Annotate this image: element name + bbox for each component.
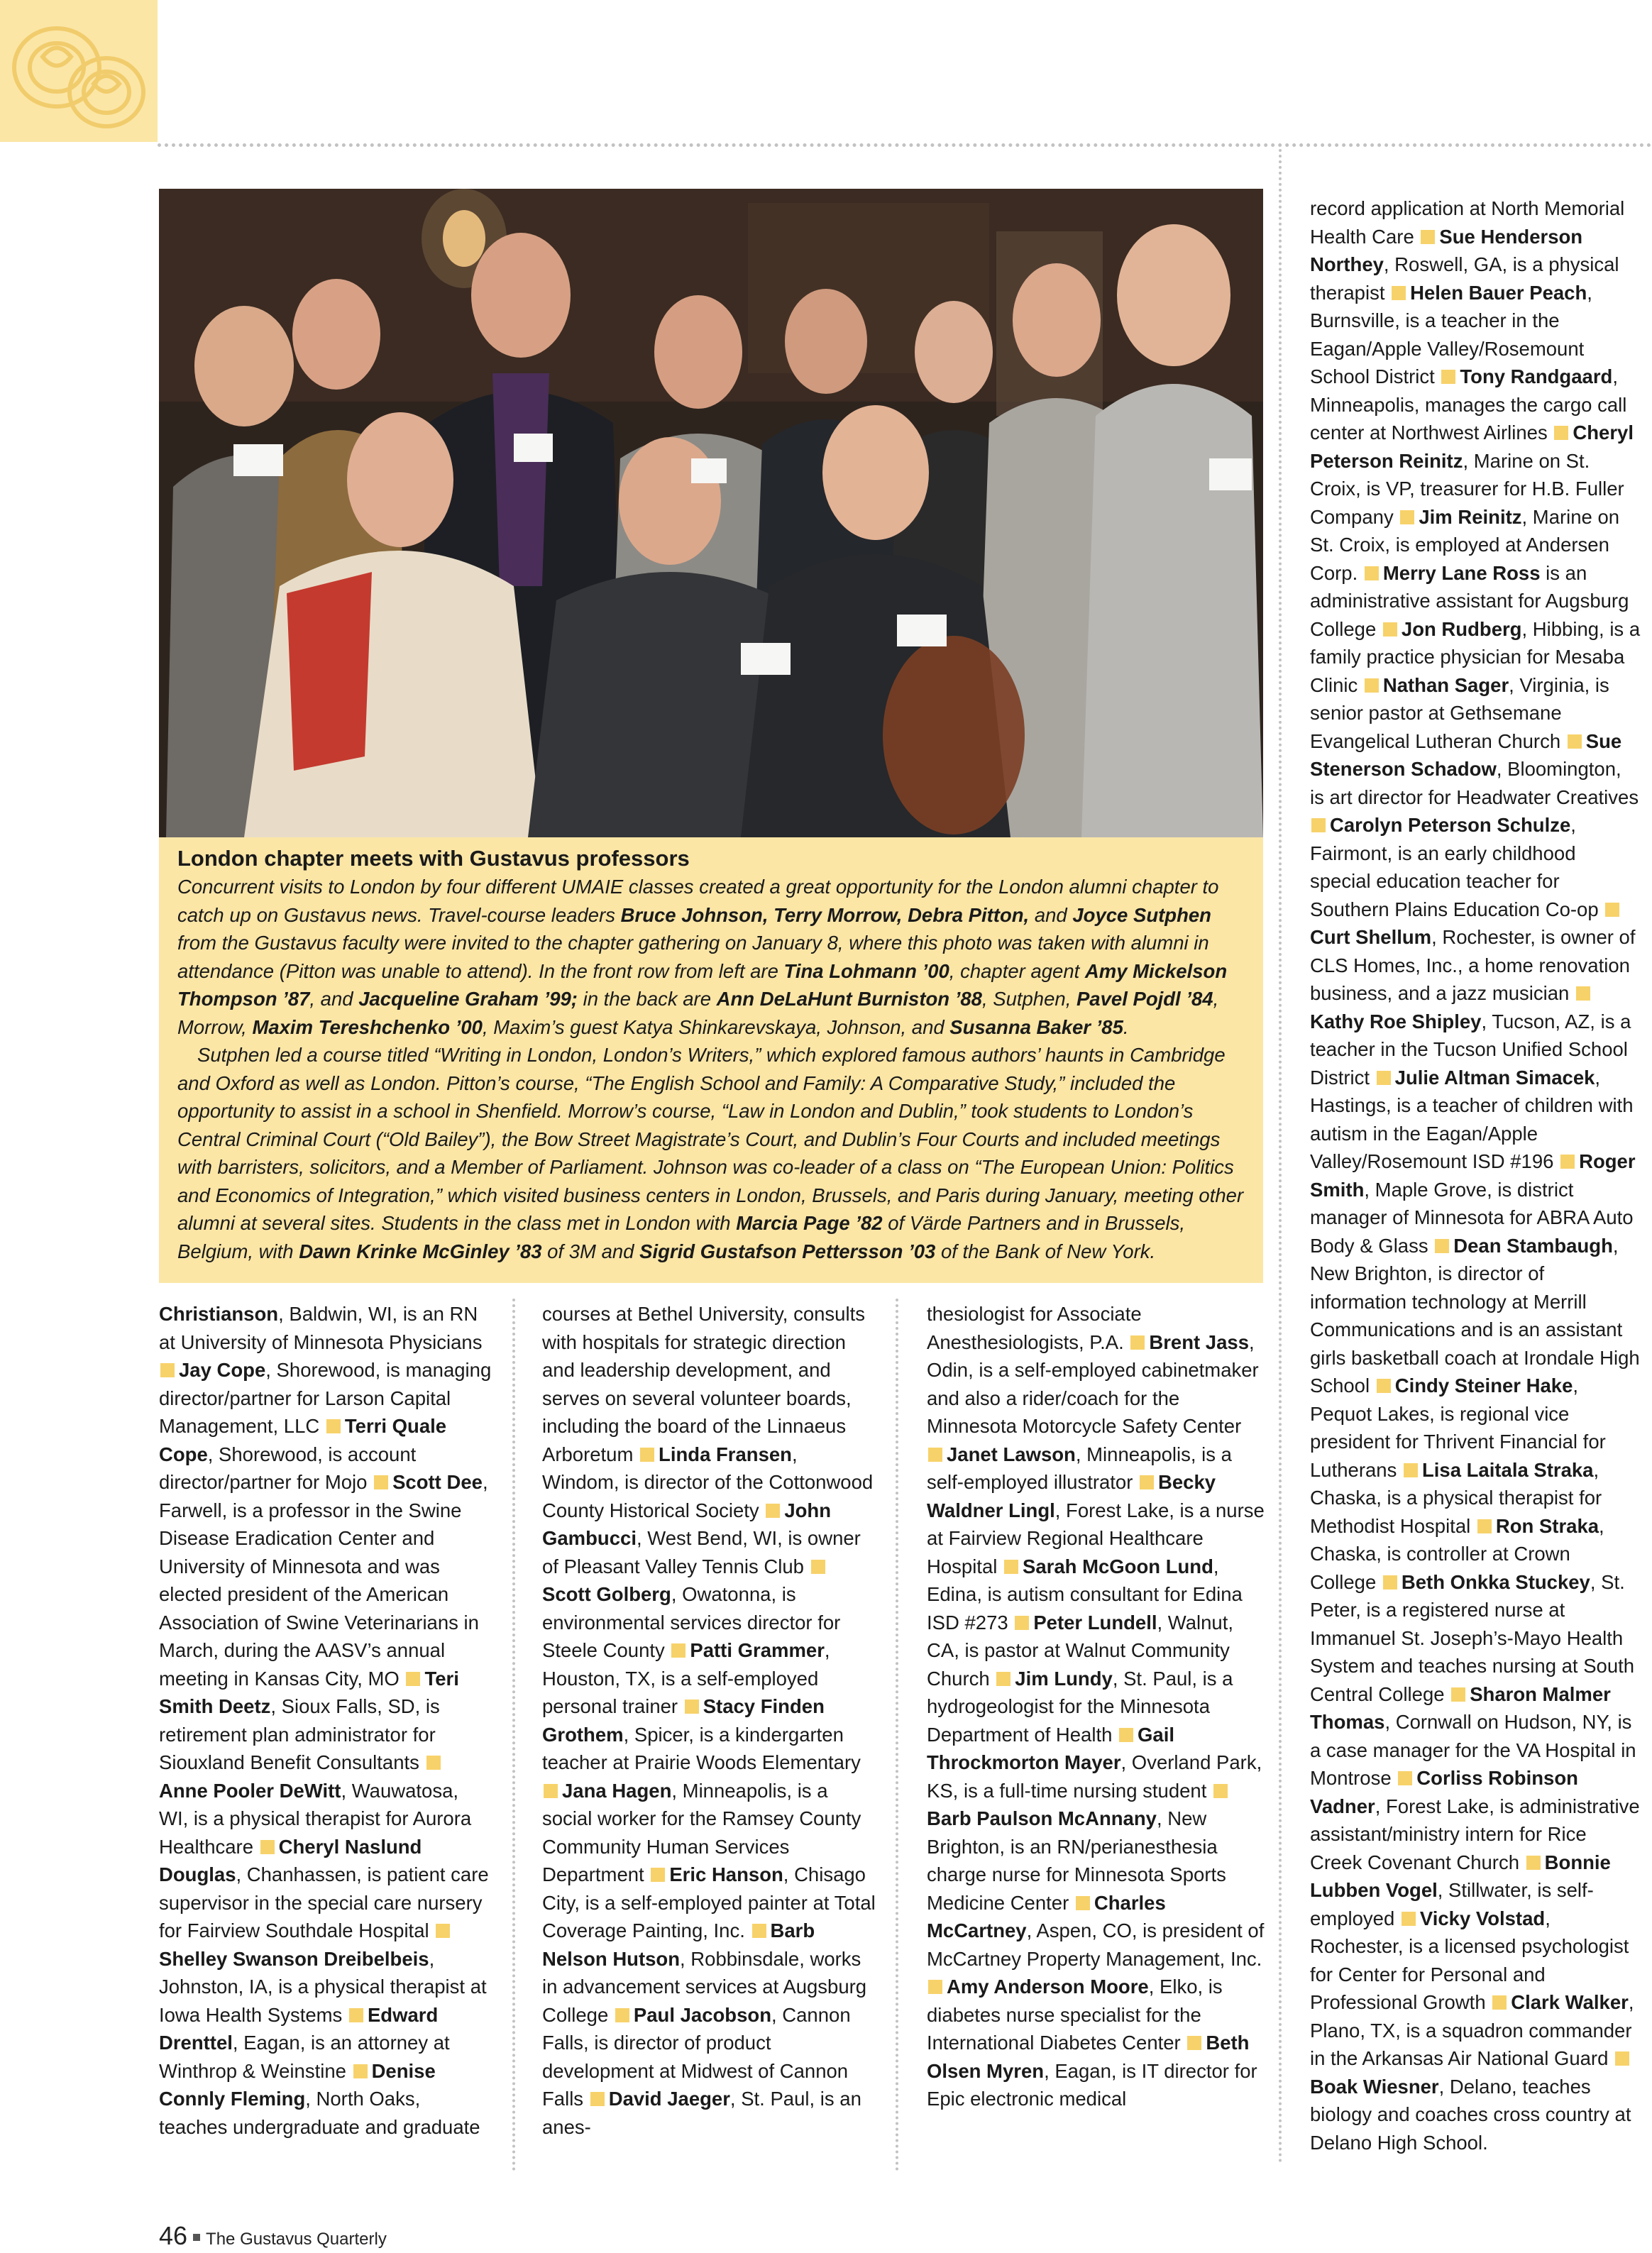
alumni-name: Jana Hagen (562, 1779, 672, 1802)
bullet-square-icon (1615, 2051, 1629, 2066)
bullet-square-icon (1365, 566, 1379, 580)
class-notes-column-4: record application at North Memorial Health Care Sue Henderson Northey, Roswell, GA, is a physical therapist Helen Bauer Peach, Burnsville, is a teacher in the Eagan/Apple Valley/Rosemount School District Tony Randgaard, Minneapolis, manages the cargo call center at Northwest Airlines Cheryl Peterson Reinitz, Marine on St. Croix, is VP, treasurer for H.B. Fuller Company Jim Reinitz, Marine on St. Croix, is employed at Andersen Corp. Merry Lane Ross is an administrative assistant for Augsburg College Jon Rudberg, Hibbing, is a family practice physician for Mesaba Clinic Nathan Sager, Virginia, is senior pastor at Gethsemane Evangelical Lutheran Church Sue Stenerson Schadow, Bloomington, is art director for Headwater Creatives Carolyn Peterson Schulze, Fairmont, is an early childhood special education teacher for Southern Plains Education Co-op Curt Shellum, Rochester, is owner of CLS Homes, Inc., a home renovation business, and a jazz musician Kathy Roe Shipley, Tucson, AZ, is a teacher in the Tucson Unified School District Julie Altman Simacek, Hastings, is a teacher of children with autism in the Eagan/Apple Valley/Rosemount ISD #196 Roger Smith, Maple Grove, is district manager of Minnesota for ABRA Auto Body & Glass Dean Stambaugh, New Brighton, is director of information technology at Merrill Communications and is an assistant girls basketball coach at Irondale High School Cindy Steiner Hake, Pequot Lakes, is regional vice president for Thrivent Financial for Lutherans Lisa Laitala Straka, Chaska, is a physical therapist for Methodist Hospital Ron Straka, Chaska, is controller at Crown College Beth Onkka Stuckey, St. Peter, is a registered nurse at Immanuel St. Joseph’s-Mayo Health System and teaches nursing at South Central College Sharon Malmer Thomas, Cornwall on Hudson, NY, is a case manager for the VA Hospital in Montrose Corliss Robinson Vadner, Forest Lake, is administrative assistant/ministry intern for Rice Creek Covenant Church Bonnie Lubben Vogel, Stillwater, is self-employed Vicky Volstad, Rochester, is a licensed psychologist for Center for Personal and Professional Growth Clark Walker, Plano, TX, is a squadron commander in the Arkansas Air National Guard Boak Wiesner, Delano, teaches biology and coaches cross country at Delano High School. (1310, 197, 1641, 2154)
bullet-square-icon (260, 1840, 275, 1854)
alumni-name: Amy Anderson Moore (947, 1976, 1149, 1998)
alumni-name: Becky Waldner Lingl (927, 1471, 1216, 1521)
column-divider (1279, 149, 1282, 2164)
bullet-square-icon (615, 2008, 629, 2022)
bullet-square-icon (1554, 426, 1568, 440)
alumni-name: Stacy Finden Grothem (542, 1695, 825, 1746)
bullet-square-icon (1187, 2036, 1201, 2050)
bullet-square-icon (160, 1363, 175, 1377)
bullet-square-icon (996, 1672, 1011, 1686)
bullet-square-icon (1576, 986, 1590, 1001)
bullet-square-icon (544, 1784, 558, 1798)
bullet-square-icon (1605, 903, 1619, 917)
bullet-square-icon (651, 1868, 665, 1882)
class-notes-column-1: Christianson, Baldwin, WI, is an RN at University of Minnesota Physicians Jay Cope, Shorewood, is managing director/partner for Larson Capital Management, LLC Terri Quale Cope, Shorewood, is account director/partner for Mojo Scott Dee, Farwell, is a professor in the Swine Disease Eradication Center and University of Minnesota and was elected president of the American Association of Swine Veterinarians in March, during the AASV’s annual meeting in Kansas City, MO Teri Smith Deetz, Sioux Falls, SD, is retirement plan administrator for Siouxland Benefit Consultants Anne Pooler DeWitt, Wauwatosa, WI, is a physical therapist for Aurora Healthcare Cheryl Naslund Douglas, Chanhassen, is patient care supervisor in the special care nursery for Fairview Southdale Hospital Shelley Swanson Dreibelbeis, Johnston, IA, is a physical therapist at Iowa Health Systems Edward Drenttel, Eagan, is an attorney at Winthrop & Weinstine Denise Connly Fleming, North Oaks, teaches undergraduate and graduate (159, 1303, 492, 2138)
alumni-name: Dawn Krinke McGinley ’83 (299, 1240, 542, 1262)
alumni-name: Sharon Malmer Thomas (1310, 1682, 1611, 1733)
alumni-name: Bruce Johnson, Terry Morrow, Debra Pitton, (620, 903, 1030, 926)
alumni-name: Anne Pooler DeWitt (159, 1779, 341, 1802)
bullet-square-icon (374, 1475, 388, 1489)
alumni-name: Sue Henderson Northey (1310, 225, 1583, 275)
alumni-name: Curt Shellum (1310, 926, 1432, 948)
class-ring-icon (0, 0, 158, 142)
alumni-name: Bonnie Lubben Vogel (1310, 1851, 1611, 1901)
alumni-name: Edward Drenttel (159, 2003, 439, 2054)
alumni-name: Peter Lundell (1033, 1611, 1157, 1634)
bullet-square-icon (326, 1419, 341, 1433)
alumni-name: Dean Stambaugh (1453, 1234, 1613, 1257)
bullet-square-icon (1383, 1575, 1397, 1590)
column-divider (896, 1299, 898, 2171)
alumni-name: Scott Dee (392, 1471, 483, 1493)
bullet-square-icon (1421, 230, 1435, 244)
bullet-square-icon (1377, 1379, 1391, 1393)
alumni-name: Lisa Laitala Straka (1421, 1458, 1594, 1481)
alumni-name: Beth Olsen Myren (927, 2032, 1250, 2082)
alumni-name: Barb Paulson McAnnany (927, 1807, 1157, 1829)
alumni-name: Brent Jass (1149, 1331, 1249, 1353)
bullet-square-icon (1392, 286, 1406, 300)
header-dotted-rule (158, 143, 1652, 147)
alumni-name: Sigrid Gustafson Pettersson ’03 (639, 1240, 936, 1262)
alumni-name: John Gambucci (542, 1499, 832, 1549)
alumni-name: Pavel Pojdl ’84 (1076, 988, 1213, 1010)
bullet-square-icon (1311, 818, 1326, 832)
bullet-square-icon (1076, 1896, 1090, 1910)
bullet-square-icon (1451, 1687, 1465, 1702)
alumni-name: Jacqueline Graham ’99; (358, 988, 578, 1010)
bullet-square-icon (1015, 1616, 1029, 1630)
alumni-name: Merry Lane Ross (1382, 561, 1541, 584)
bullet-square-icon (1400, 510, 1414, 524)
bullet-square-icon (349, 2008, 363, 2022)
alumni-name: Carolyn Peterson Schulze (1330, 814, 1571, 836)
alumni-name: Tina Lohmann ’00 (783, 959, 949, 982)
bullet-square-icon (1526, 1856, 1541, 1870)
alumni-name: Sarah McGoon Lund (1023, 1555, 1213, 1577)
alumni-name: Shelley Swanson Dreibelbeis (159, 1947, 429, 1970)
bullet-square-icon (1492, 1995, 1507, 2010)
alumni-name: Scott Golberg (542, 1583, 671, 1605)
alumni-name: Barb Nelson Hutson (542, 1919, 815, 1970)
alumni-name: Helen Bauer Peach (1410, 281, 1587, 304)
bullet-square-icon (1398, 1771, 1412, 1785)
bullet-square-icon (928, 1980, 942, 1994)
caption-body-second-paragraph: Sutphen led a course titled “Writing in London, London’s Writers,” which explored famous authors’ haunts in Cambridge and Oxford as well as London. Pitton’s course, “The English School and Family: A Comparative Study,” included the opportunity to assist in a school in Shenfield. Morrow’s course, “Law in London and Dublin,” took students to London’s Central Criminal Court (“Old Bailey”), the Bow Street Magistrate’s Court, and Dublin’s Four Courts and included meetings with barristers, solicitors, and a Member of Parliament. Johnson was co-leader of a class on “The European Union: Politics and Economics of Integration,” which visited business centers in London, Brussels, and Paris during January, meeting other alumni at several sites. Students in the class met in London with Marcia Page ’82 of Värde Partners and in Brussels, Belgium, with Dawn Krinke McGinley ’83 of 3M and Sigrid Gustafson Pettersson ’03 of the Bank of New York. (177, 1044, 1244, 1262)
bullet-square-icon (426, 1756, 441, 1770)
bullet-square-icon (1365, 678, 1379, 693)
group-photo (159, 189, 1263, 837)
alumni-name: Janet Lawson (947, 1443, 1076, 1465)
alumni-name: Gail Throckmorton Mayer (927, 1723, 1174, 1773)
alumni-name: Christianson (159, 1303, 279, 1325)
alumni-name: Sue Stenerson Schadow (1310, 729, 1622, 780)
alumni-name: Ron Straka (1495, 1514, 1599, 1537)
alumni-name: David Jaeger (608, 2088, 730, 2110)
bullet-square-icon (1383, 622, 1397, 637)
alumni-name: Jim Lundy (1015, 1667, 1113, 1690)
class-notes-column-2: courses at Bethel University, consults with hospitals for strategic direction and leadership development, and serves on several volunteer boards, including the board of the Linnaeus Arboretum Linda Fransen, Windom, is director of the Cottonwood County Historical Society John Gambucci, West Bend, WI, is owner of Pleasant Valley Tennis Club Scott Golberg, Owatonna, is environmental services director for Steele County Patti Grammer, Houston, TX, is a self-employed personal trainer Stacy Finden Grothem, Spicer, is a kindergarten teacher at Prairie Woods Elementary Jana Hagen, Minneapolis, is a social worker for the Ramsey County Community Human Services Department Eric Hanson, Chisago City, is a self-employed painter at Total Coverage Painting, Inc. Barb Nelson Hutson, Robbinsdale, works in advancement services at Augsburg College Paul Jacobson, Cannon Falls, is director of product development at Midwest of Cannon Falls David Jaeger, St. Paul, is an anes- (542, 1303, 876, 2138)
alumni-name: Maxim Tereshchenko ’00 (252, 1015, 483, 1038)
bullet-square-icon (1441, 370, 1455, 384)
alumni-name: Cheryl Peterson Reinitz (1310, 422, 1634, 472)
alumni-name: Kathy Roe Shipley (1310, 1010, 1482, 1032)
alumni-name: Paul Jacobson (633, 2003, 771, 2026)
bullet-square-icon (1377, 1071, 1391, 1085)
alumni-name: Linda Fransen (659, 1443, 792, 1465)
alumni-name: Eric Hanson (669, 1863, 783, 1885)
alumni-name: Boak Wiesner (1310, 2075, 1439, 2098)
bullet-square-icon (1435, 1239, 1449, 1253)
bullet-square-icon (671, 1643, 685, 1658)
corner-ring-decoration (0, 0, 158, 142)
bullet-square-icon (766, 1504, 780, 1518)
alumni-name: Teri Smith Deetz (159, 1667, 459, 1717)
bullet-square-icon (640, 1448, 654, 1462)
alumni-name: Beth Onkka Stuckey (1401, 1570, 1590, 1593)
alumni-name: Clark Walker (1511, 1991, 1629, 2013)
alumni-name: Terri Quale Cope (159, 1415, 447, 1465)
alumni-name: Joyce Sutphen (1072, 903, 1211, 926)
alumni-name: Jay Cope (179, 1359, 266, 1381)
bullet-square-icon (353, 2064, 368, 2078)
bullet-square-icon (1004, 1560, 1018, 1574)
alumni-name: Tony Randgaard (1460, 365, 1613, 387)
column-divider (512, 1299, 515, 2171)
caption-title: London chapter meets with Gustavus professors (177, 846, 690, 871)
bullet-square-icon (685, 1700, 699, 1714)
bullet-square-icon (1560, 1155, 1575, 1169)
publication-name: The Gustavus Quarterly (206, 2230, 387, 2249)
separator-dot-icon (193, 2234, 200, 2241)
bullet-square-icon (1213, 1784, 1228, 1798)
bullet-square-icon (436, 1924, 450, 1938)
alumni-name: Cindy Steiner Hake (1394, 1375, 1573, 1397)
alumni-name: Julie Altman Simacek (1394, 1066, 1595, 1089)
page-number: 46 (159, 2221, 188, 2250)
alumni-name: Amy Mickelson Thompson ’87 (177, 959, 1228, 1010)
bullet-square-icon (1119, 1728, 1133, 1742)
alumni-name: Marcia Page ’82 (736, 1212, 883, 1234)
bullet-square-icon (1140, 1475, 1154, 1489)
caption-body: Concurrent visits to London by four different UMAIE classes created a great opportunity for the London alumni chapter to catch up on Gustavus news. Travel-course leaders Bruce Johnson, Terry Morrow, Debra Pitton, and Joyce Sutphen from the Gustavus faculty were invited to the chapter gathering on January 8, where this photo was taken with alumni in attendance (Pitton was unable to attend). In the front row from left are Tina Lohmann ’00, chapter agent Amy Mickelson Thompson ’87, and Jacqueline Graham ’99; in the back are Ann DeLaHunt Burniston ’88, Sutphen, Pavel Pojdl ’84, Morrow, Maxim Tereshchenko ’00, Maxim’s guest Katya Shinkarevskaya, Johnson, and Susanna Baker ’85. (177, 876, 1228, 1038)
bullet-square-icon (1477, 1519, 1492, 1533)
page-footer (159, 2221, 387, 2251)
bullet-square-icon (1130, 1335, 1145, 1350)
photo-caption (159, 837, 1263, 1283)
bullet-square-icon (590, 2092, 605, 2106)
alumni-name: Roger Smith (1310, 1150, 1636, 1201)
alumni-name: Denise Connly Fleming (159, 2059, 436, 2110)
alumni-name: Jon Rudberg (1401, 617, 1522, 640)
alumni-name: Susanna Baker ’85 (949, 1015, 1123, 1038)
alumni-name: Nathan Sager (1382, 673, 1509, 696)
alumni-name: Charles McCartney (927, 1891, 1166, 1941)
alumni-name: Jim Reinitz (1419, 505, 1522, 528)
alumni-name: Ann DeLaHunt Burniston ’88 (716, 988, 982, 1010)
bullet-square-icon (406, 1672, 420, 1686)
bullet-square-icon (811, 1560, 825, 1574)
bullet-square-icon (1402, 1912, 1416, 1926)
alumni-name: Vicky Volstad (1419, 1907, 1546, 1929)
bullet-square-icon (928, 1448, 942, 1462)
bullet-square-icon (752, 1924, 766, 1938)
alumni-name: Corliss Robinson Vadner (1310, 1767, 1578, 1817)
alumni-name: Cheryl Naslund Douglas (159, 1835, 422, 1885)
bullet-square-icon (1404, 1463, 1418, 1477)
bullet-square-icon (1568, 734, 1582, 749)
class-notes-column-3: thesiologist for Associate Anesthesiologists, P.A. Brent Jass, Odin, is a self-employed cabinetmaker and also a rider/coach for the Minnesota Motorcycle Safety Center Janet Lawson, Minneapolis, is a self-employed illustrator Becky Waldner Lingl, Forest Lake, is a nurse at Fairview Regional Healthcare Hospital Sarah McGoon Lund, Edina, is autism consultant for Edina ISD #273 Peter Lundell, Walnut, CA, is pastor at Walnut Community Church Jim Lundy, St. Paul, is a hydrogeologist for the Minnesota Department of Health Gail Throckmorton Mayer, Overland Park, KS, is a full-time nursing student Barb Paulson McAnnany, New Brighton, is an RN/perianesthesia charge nurse for Minnesota Sports Medicine Center Charles McCartney, Aspen, CO, is president of McCartney Property Management, Inc. Amy Anderson Moore, Elko, is diabetes nurse specialist for the International Diabetes Center Beth Olsen Myren, Eagan, is IT director for Epic electronic medical (927, 1303, 1265, 2110)
alumni-name: Patti Grammer (690, 1639, 825, 1661)
